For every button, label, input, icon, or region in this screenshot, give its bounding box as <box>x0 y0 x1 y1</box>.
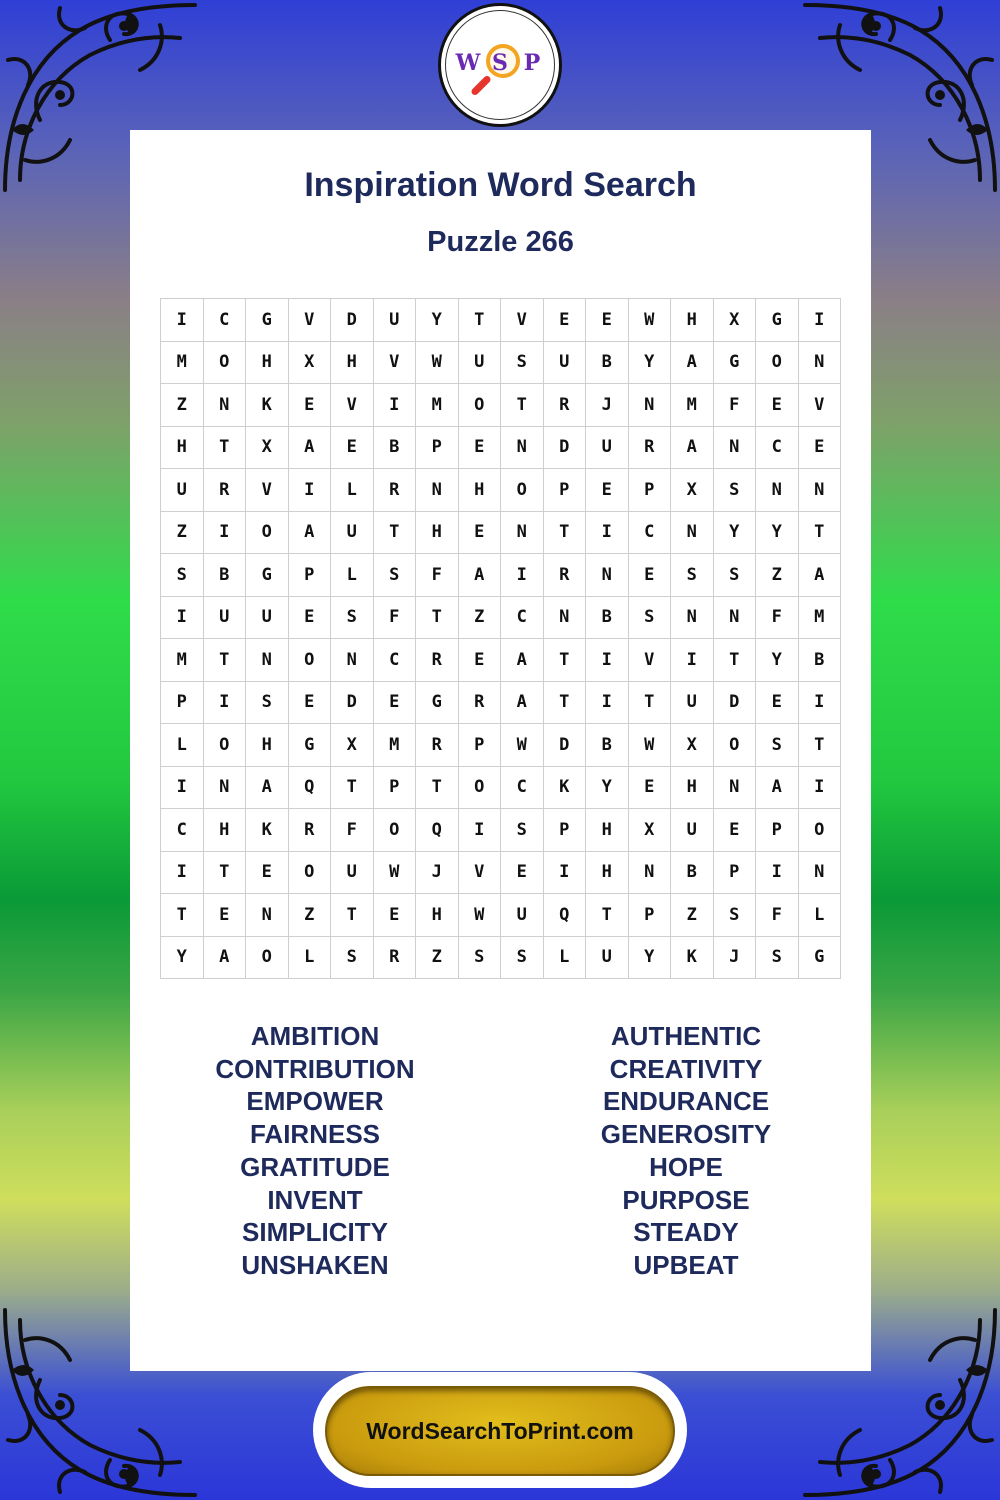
word-item: CREATIVITY <box>609 1053 763 1084</box>
grid-cell: A <box>204 937 247 980</box>
grid-cell: H <box>246 342 289 385</box>
grid-cell: N <box>799 342 842 385</box>
grid-cell: B <box>374 427 417 470</box>
grid-cell: P <box>416 427 459 470</box>
word-item: AUTHENTIC <box>610 1021 762 1051</box>
grid-cell: C <box>629 512 672 555</box>
grid-cell: N <box>799 852 842 895</box>
grid-cell: H <box>586 852 629 895</box>
grid-cell: I <box>756 852 799 895</box>
grid-cell: E <box>374 894 417 937</box>
grid-cell: C <box>501 597 544 640</box>
grid-cell: S <box>714 554 757 597</box>
grid-cell: R <box>544 384 587 427</box>
grid-cell: I <box>289 469 332 512</box>
grid-cell: E <box>756 682 799 725</box>
grid-cell: S <box>331 597 374 640</box>
grid-cell: E <box>756 384 799 427</box>
word-list-right <box>501 1020 871 1282</box>
grid-cell: C <box>204 299 247 342</box>
grid-cell: E <box>204 894 247 937</box>
grid-cell: W <box>459 894 502 937</box>
grid-cell: L <box>544 937 587 980</box>
grid-cell: Z <box>161 384 204 427</box>
grid-cell: V <box>289 299 332 342</box>
word-item: GRATITUDE <box>240 1151 390 1182</box>
word-item: PURPOSE <box>622 1184 750 1215</box>
grid-cell: M <box>161 639 204 682</box>
puzzle-sheet <box>130 130 871 1371</box>
grid-cell: Y <box>756 639 799 682</box>
grid-cell: T <box>331 767 374 810</box>
grid-cell: X <box>629 809 672 852</box>
grid-cell: V <box>459 852 502 895</box>
grid-cell: T <box>416 767 459 810</box>
grid-cell: O <box>501 469 544 512</box>
grid-cell: P <box>629 469 672 512</box>
grid-cell: O <box>289 639 332 682</box>
grid-cell: T <box>204 427 247 470</box>
grid-cell: Q <box>416 809 459 852</box>
grid-cell: U <box>586 427 629 470</box>
grid-cell: P <box>289 554 332 597</box>
grid-cell: W <box>501 724 544 767</box>
letter-grid <box>160 298 841 979</box>
grid-cell: U <box>671 809 714 852</box>
grid-cell: V <box>501 299 544 342</box>
grid-cell: H <box>416 512 459 555</box>
grid-cell: K <box>671 937 714 980</box>
grid-cell: I <box>799 682 842 725</box>
grid-cell: A <box>289 512 332 555</box>
grid-cell: E <box>714 809 757 852</box>
grid-cell: T <box>799 724 842 767</box>
grid-cell: S <box>331 937 374 980</box>
grid-cell: S <box>161 554 204 597</box>
grid-cell: I <box>204 512 247 555</box>
grid-cell: P <box>714 852 757 895</box>
grid-cell: T <box>714 639 757 682</box>
grid-cell: B <box>586 597 629 640</box>
grid-cell: Y <box>756 512 799 555</box>
grid-cell: G <box>756 299 799 342</box>
grid-cell: M <box>161 342 204 385</box>
grid-cell: N <box>671 597 714 640</box>
grid-cell: R <box>459 682 502 725</box>
word-item: INVENT <box>267 1184 363 1215</box>
grid-cell: O <box>289 852 332 895</box>
grid-cell: I <box>161 767 204 810</box>
grid-cell: N <box>331 639 374 682</box>
grid-cell: G <box>416 682 459 725</box>
word-item: SIMPLICITY <box>242 1217 388 1248</box>
grid-cell: I <box>161 299 204 342</box>
grid-cell: M <box>671 384 714 427</box>
grid-cell: S <box>501 809 544 852</box>
grid-cell: T <box>459 299 502 342</box>
grid-cell: Y <box>629 937 672 980</box>
grid-cell: Y <box>714 512 757 555</box>
grid-cell: I <box>459 809 502 852</box>
grid-cell: N <box>714 767 757 810</box>
grid-cell: H <box>586 809 629 852</box>
grid-cell: E <box>629 767 672 810</box>
logo-letters <box>441 50 559 76</box>
grid-cell: D <box>714 682 757 725</box>
grid-cell: U <box>204 597 247 640</box>
grid-cell: X <box>289 342 332 385</box>
grid-cell: U <box>331 512 374 555</box>
grid-cell: S <box>501 937 544 980</box>
grid-cell: O <box>459 767 502 810</box>
grid-cell: N <box>629 384 672 427</box>
logo-letter-p: P <box>523 50 541 76</box>
grid-cell: U <box>374 299 417 342</box>
grid-cell: H <box>161 427 204 470</box>
grid-cell: O <box>246 512 289 555</box>
grid-cell: Q <box>289 767 332 810</box>
grid-cell: C <box>161 809 204 852</box>
grid-cell: R <box>204 469 247 512</box>
grid-cell: E <box>374 682 417 725</box>
grid-cell: U <box>459 342 502 385</box>
grid-cell: L <box>331 554 374 597</box>
grid-cell: J <box>714 937 757 980</box>
grid-cell: E <box>544 299 587 342</box>
grid-cell: N <box>756 469 799 512</box>
grid-cell: T <box>161 894 204 937</box>
grid-cell: O <box>756 342 799 385</box>
grid-cell: A <box>501 682 544 725</box>
grid-cell: T <box>544 512 587 555</box>
grid-cell: B <box>799 639 842 682</box>
grid-cell: R <box>416 724 459 767</box>
grid-cell: Z <box>416 937 459 980</box>
word-item: AMBITION <box>250 1021 380 1051</box>
grid-cell: Y <box>586 767 629 810</box>
grid-cell: I <box>586 512 629 555</box>
grid-cell: X <box>671 469 714 512</box>
grid-cell: A <box>501 639 544 682</box>
grid-cell: T <box>544 639 587 682</box>
grid-cell: N <box>714 427 757 470</box>
grid-cell: F <box>756 894 799 937</box>
grid-cell: T <box>544 682 587 725</box>
grid-cell: I <box>671 639 714 682</box>
grid-cell: X <box>671 724 714 767</box>
grid-cell: F <box>374 597 417 640</box>
grid-cell: Z <box>671 894 714 937</box>
grid-cell: I <box>799 299 842 342</box>
grid-cell: X <box>246 427 289 470</box>
grid-cell: G <box>714 342 757 385</box>
grid-cell: S <box>629 597 672 640</box>
grid-cell: K <box>544 767 587 810</box>
grid-cell: I <box>161 852 204 895</box>
grid-cell: Z <box>756 554 799 597</box>
grid-cell: G <box>246 554 289 597</box>
grid-cell: I <box>799 767 842 810</box>
grid-cell: A <box>756 767 799 810</box>
grid-cell: U <box>161 469 204 512</box>
grid-cell: J <box>416 852 459 895</box>
grid-cell: H <box>671 299 714 342</box>
grid-cell: R <box>374 469 417 512</box>
grid-cell: H <box>246 724 289 767</box>
grid-cell: O <box>714 724 757 767</box>
site-link[interactable]: WordSearchToPrint.com <box>325 1386 675 1476</box>
grid-cell: N <box>544 597 587 640</box>
grid-cell: R <box>629 427 672 470</box>
grid-cell: H <box>459 469 502 512</box>
grid-cell: O <box>204 342 247 385</box>
grid-cell: N <box>671 512 714 555</box>
grid-cell: T <box>331 894 374 937</box>
wsp-logo[interactable] <box>438 3 562 127</box>
word-item: HOPE <box>649 1151 723 1182</box>
grid-cell: N <box>629 852 672 895</box>
grid-cell: N <box>416 469 459 512</box>
grid-cell: M <box>416 384 459 427</box>
grid-cell: E <box>799 427 842 470</box>
grid-cell: U <box>544 342 587 385</box>
grid-cell: P <box>756 809 799 852</box>
grid-cell: M <box>799 597 842 640</box>
grid-cell: A <box>671 427 714 470</box>
grid-cell: M <box>374 724 417 767</box>
grid-cell: S <box>501 342 544 385</box>
grid-cell: X <box>714 299 757 342</box>
logo-letter-s: S <box>492 50 508 76</box>
grid-cell: E <box>331 427 374 470</box>
grid-cell: S <box>246 682 289 725</box>
grid-cell: C <box>374 639 417 682</box>
grid-cell: U <box>586 937 629 980</box>
grid-cell: S <box>756 937 799 980</box>
grid-cell: O <box>204 724 247 767</box>
grid-cell: E <box>289 682 332 725</box>
grid-cell: F <box>331 809 374 852</box>
grid-cell: F <box>416 554 459 597</box>
grid-cell: E <box>246 852 289 895</box>
grid-cell: S <box>374 554 417 597</box>
grid-cell: N <box>204 384 247 427</box>
grid-cell: O <box>459 384 502 427</box>
grid-cell: S <box>671 554 714 597</box>
grid-cell: L <box>161 724 204 767</box>
grid-cell: E <box>501 852 544 895</box>
grid-cell: E <box>586 299 629 342</box>
grid-cell: T <box>799 512 842 555</box>
grid-cell: O <box>246 937 289 980</box>
grid-cell: U <box>246 597 289 640</box>
grid-cell: E <box>459 427 502 470</box>
grid-cell: L <box>799 894 842 937</box>
grid-cell: Y <box>161 937 204 980</box>
grid-cell: O <box>799 809 842 852</box>
grid-cell: E <box>289 597 332 640</box>
grid-cell: T <box>629 682 672 725</box>
grid-cell: R <box>374 937 417 980</box>
grid-cell: V <box>799 384 842 427</box>
grid-cell: T <box>586 894 629 937</box>
grid-cell: L <box>331 469 374 512</box>
grid-cell: A <box>671 342 714 385</box>
grid-cell: E <box>459 512 502 555</box>
grid-cell: G <box>289 724 332 767</box>
word-item: STEADY <box>633 1217 739 1248</box>
puzzle-number: Puzzle 266 <box>427 226 574 258</box>
grid-cell: A <box>799 554 842 597</box>
grid-cell: B <box>586 724 629 767</box>
grid-cell: B <box>204 554 247 597</box>
grid-cell: N <box>501 427 544 470</box>
grid-cell: T <box>416 597 459 640</box>
grid-cell: B <box>671 852 714 895</box>
word-item: UNSHAKEN <box>241 1249 389 1280</box>
grid-cell: S <box>714 894 757 937</box>
grid-cell: G <box>246 299 289 342</box>
word-item: UPBEAT <box>633 1249 739 1280</box>
grid-cell: P <box>161 682 204 725</box>
grid-cell: I <box>586 682 629 725</box>
grid-cell: R <box>289 809 332 852</box>
grid-cell: G <box>799 937 842 980</box>
word-item: CONTRIBUTION <box>215 1053 415 1084</box>
grid-cell: W <box>374 852 417 895</box>
grid-cell: X <box>331 724 374 767</box>
grid-cell: V <box>246 469 289 512</box>
grid-cell: N <box>799 469 842 512</box>
grid-cell: I <box>586 639 629 682</box>
grid-cell: N <box>586 554 629 597</box>
grid-cell: T <box>501 384 544 427</box>
grid-cell: N <box>246 894 289 937</box>
grid-cell: K <box>246 384 289 427</box>
word-item: FAIRNESS <box>249 1119 381 1150</box>
grid-cell: I <box>374 384 417 427</box>
grid-cell: P <box>544 469 587 512</box>
grid-cell: A <box>246 767 289 810</box>
grid-cell: S <box>756 724 799 767</box>
grid-cell: P <box>544 809 587 852</box>
grid-cell: C <box>756 427 799 470</box>
grid-cell: U <box>331 852 374 895</box>
grid-cell: D <box>544 427 587 470</box>
word-item: GENEROSITY <box>600 1119 772 1150</box>
grid-cell: Q <box>544 894 587 937</box>
grid-cell: P <box>629 894 672 937</box>
grid-cell: Z <box>289 894 332 937</box>
grid-cell: Z <box>161 512 204 555</box>
word-item: ENDURANCE <box>602 1086 770 1117</box>
grid-cell: S <box>459 937 502 980</box>
grid-cell: E <box>586 469 629 512</box>
grid-cell: D <box>544 724 587 767</box>
grid-cell: N <box>714 597 757 640</box>
grid-cell: E <box>289 384 332 427</box>
grid-cell: W <box>416 342 459 385</box>
page-title: Inspiration Word Search <box>304 166 697 204</box>
grid-cell: R <box>416 639 459 682</box>
grid-cell: S <box>714 469 757 512</box>
grid-cell: T <box>204 639 247 682</box>
grid-cell: D <box>331 299 374 342</box>
grid-cell: F <box>756 597 799 640</box>
grid-cell: I <box>204 682 247 725</box>
grid-cell: A <box>289 427 332 470</box>
grid-cell: E <box>629 554 672 597</box>
grid-cell: C <box>501 767 544 810</box>
grid-cell: P <box>459 724 502 767</box>
grid-cell: U <box>671 682 714 725</box>
grid-cell: K <box>246 809 289 852</box>
grid-cell: N <box>204 767 247 810</box>
grid-cell: V <box>374 342 417 385</box>
grid-cell: Z <box>459 597 502 640</box>
grid-cell: O <box>374 809 417 852</box>
grid-cell: H <box>204 809 247 852</box>
grid-cell: P <box>374 767 417 810</box>
grid-cell: V <box>629 639 672 682</box>
grid-cell: W <box>629 299 672 342</box>
logo-letter-w: W <box>455 50 481 76</box>
footer-badge <box>313 1372 687 1488</box>
grid-cell: V <box>331 384 374 427</box>
grid-cell: J <box>586 384 629 427</box>
grid-cell: H <box>671 767 714 810</box>
grid-cell: H <box>416 894 459 937</box>
grid-cell: D <box>331 682 374 725</box>
grid-cell: N <box>246 639 289 682</box>
grid-cell: T <box>374 512 417 555</box>
grid-cell: W <box>629 724 672 767</box>
grid-cell: I <box>544 852 587 895</box>
grid-cell: E <box>459 639 502 682</box>
grid-cell: L <box>289 937 332 980</box>
grid-cell: T <box>204 852 247 895</box>
grid-cell: U <box>501 894 544 937</box>
grid-cell: H <box>331 342 374 385</box>
grid-cell: I <box>501 554 544 597</box>
grid-cell: Y <box>416 299 459 342</box>
grid-cell: R <box>544 554 587 597</box>
grid-cell: N <box>501 512 544 555</box>
word-item: EMPOWER <box>246 1086 384 1117</box>
grid-cell: F <box>714 384 757 427</box>
grid-cell: I <box>161 597 204 640</box>
grid-cell: B <box>586 342 629 385</box>
word-list-left <box>130 1020 500 1282</box>
grid-cell: A <box>459 554 502 597</box>
grid-cell: Y <box>629 342 672 385</box>
